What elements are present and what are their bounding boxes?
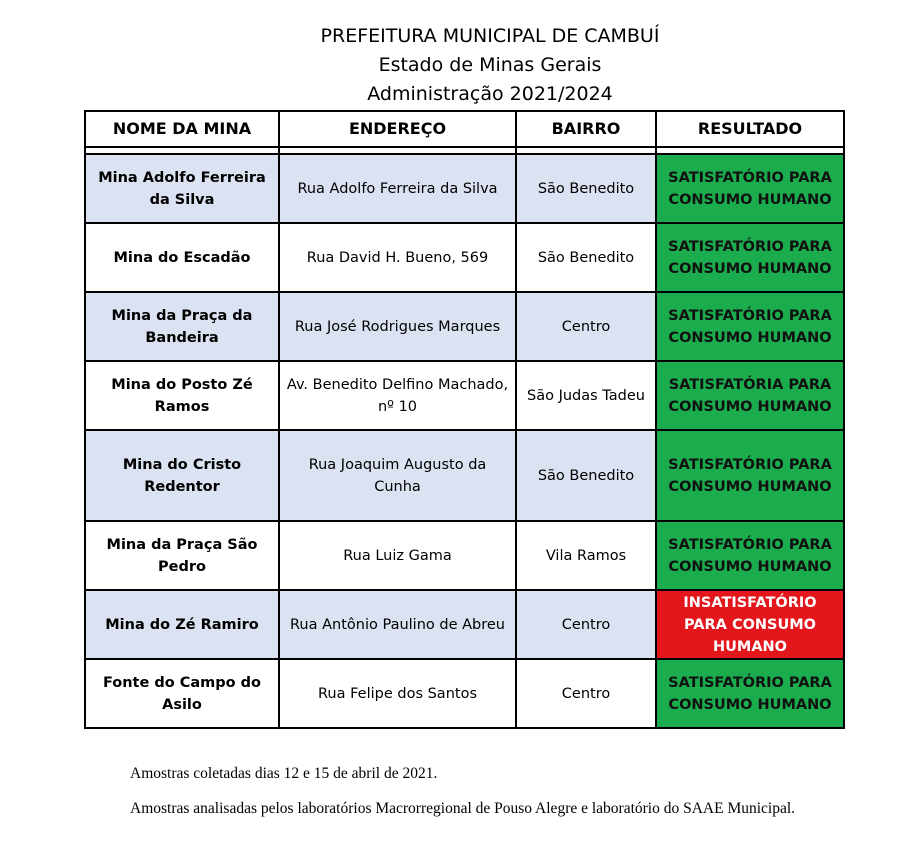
result-badge: SATISFATÓRIO PARA CONSUMO HUMANO [656, 521, 844, 590]
result-badge: SATISFATÓRIO PARA CONSUMO HUMANO [656, 292, 844, 361]
mine-bairro: Centro [516, 590, 656, 659]
mine-name: Mina da Praça da Bandeira [85, 292, 279, 361]
mine-bairro: São Benedito [516, 223, 656, 292]
column-header-bairro: BAIRRO [516, 111, 656, 147]
mine-address: Rua David H. Bueno, 569 [279, 223, 516, 292]
column-header-address: ENDEREÇO [279, 111, 516, 147]
column-header-result: RESULTADO [656, 111, 844, 147]
table-row [85, 292, 844, 361]
mine-address: Rua Adolfo Ferreira da Silva [279, 154, 516, 223]
mine-name: Mina Adolfo Ferreira da Silva [85, 154, 279, 223]
header-title: PREFEITURA MUNICIPAL DE CAMBUÍ [320, 25, 660, 47]
mine-bairro: São Judas Tadeu [516, 361, 656, 430]
mine-name: Fonte do Campo do Asilo [85, 659, 279, 728]
analysis-note: Amostras analisadas pelos laboratórios Macrorregional de Pouso Alegre e laboratório do SAAE Municipal. [130, 800, 796, 817]
table-row [85, 590, 844, 659]
result-badge: SATISFATÓRIA PARA CONSUMO HUMANO [656, 361, 844, 430]
table-row [85, 154, 844, 223]
mine-address: Av. Benedito Delfino Machado, nº 10 [279, 361, 516, 430]
header-administration: Administração 2021/2024 [367, 83, 613, 105]
table-spacer [85, 147, 844, 154]
mine-bairro: Vila Ramos [516, 521, 656, 590]
mine-name: Mina da Praça São Pedro [85, 521, 279, 590]
column-header-name: NOME DA MINA [85, 111, 279, 147]
mine-bairro: Centro [516, 659, 656, 728]
table-row [85, 223, 844, 292]
result-badge: SATISFATÓRIO PARA CONSUMO HUMANO [656, 223, 844, 292]
header-state: Estado de Minas Gerais [378, 54, 602, 76]
mine-address: Rua Luiz Gama [279, 521, 516, 590]
result-badge: INSATISFATÓRIO PARA CONSUMO HUMANO [656, 590, 844, 659]
mine-name: Mina do Posto Zé Ramos [85, 361, 279, 430]
mine-address: Rua Joaquim Augusto da Cunha [279, 430, 516, 521]
mine-bairro: São Benedito [516, 154, 656, 223]
table-row [85, 521, 844, 590]
mine-address: Rua Antônio Paulino de Abreu [279, 590, 516, 659]
table-row [85, 361, 844, 430]
mine-bairro: Centro [516, 292, 656, 361]
result-badge: SATISFATÓRIO PARA CONSUMO HUMANO [656, 430, 844, 521]
mine-bairro: São Benedito [516, 430, 656, 521]
mine-name: Mina do Escadão [85, 223, 279, 292]
water-quality-table [84, 110, 845, 729]
mine-address: Rua Felipe dos Santos [279, 659, 516, 728]
collection-note: Amostras coletadas dias 12 e 15 de abril de 2021. [130, 765, 438, 782]
mine-address: Rua José Rodrigues Marques [279, 292, 516, 361]
result-badge: SATISFATÓRIO PARA CONSUMO HUMANO [656, 154, 844, 223]
table-row [85, 430, 844, 521]
mine-name: Mina do Zé Ramiro [85, 590, 279, 659]
table-header-row [85, 111, 844, 147]
mine-name: Mina do Cristo Redentor [85, 430, 279, 521]
document-header [0, 22, 905, 109]
result-badge: SATISFATÓRIO PARA CONSUMO HUMANO [656, 659, 844, 728]
table-row [85, 659, 844, 728]
